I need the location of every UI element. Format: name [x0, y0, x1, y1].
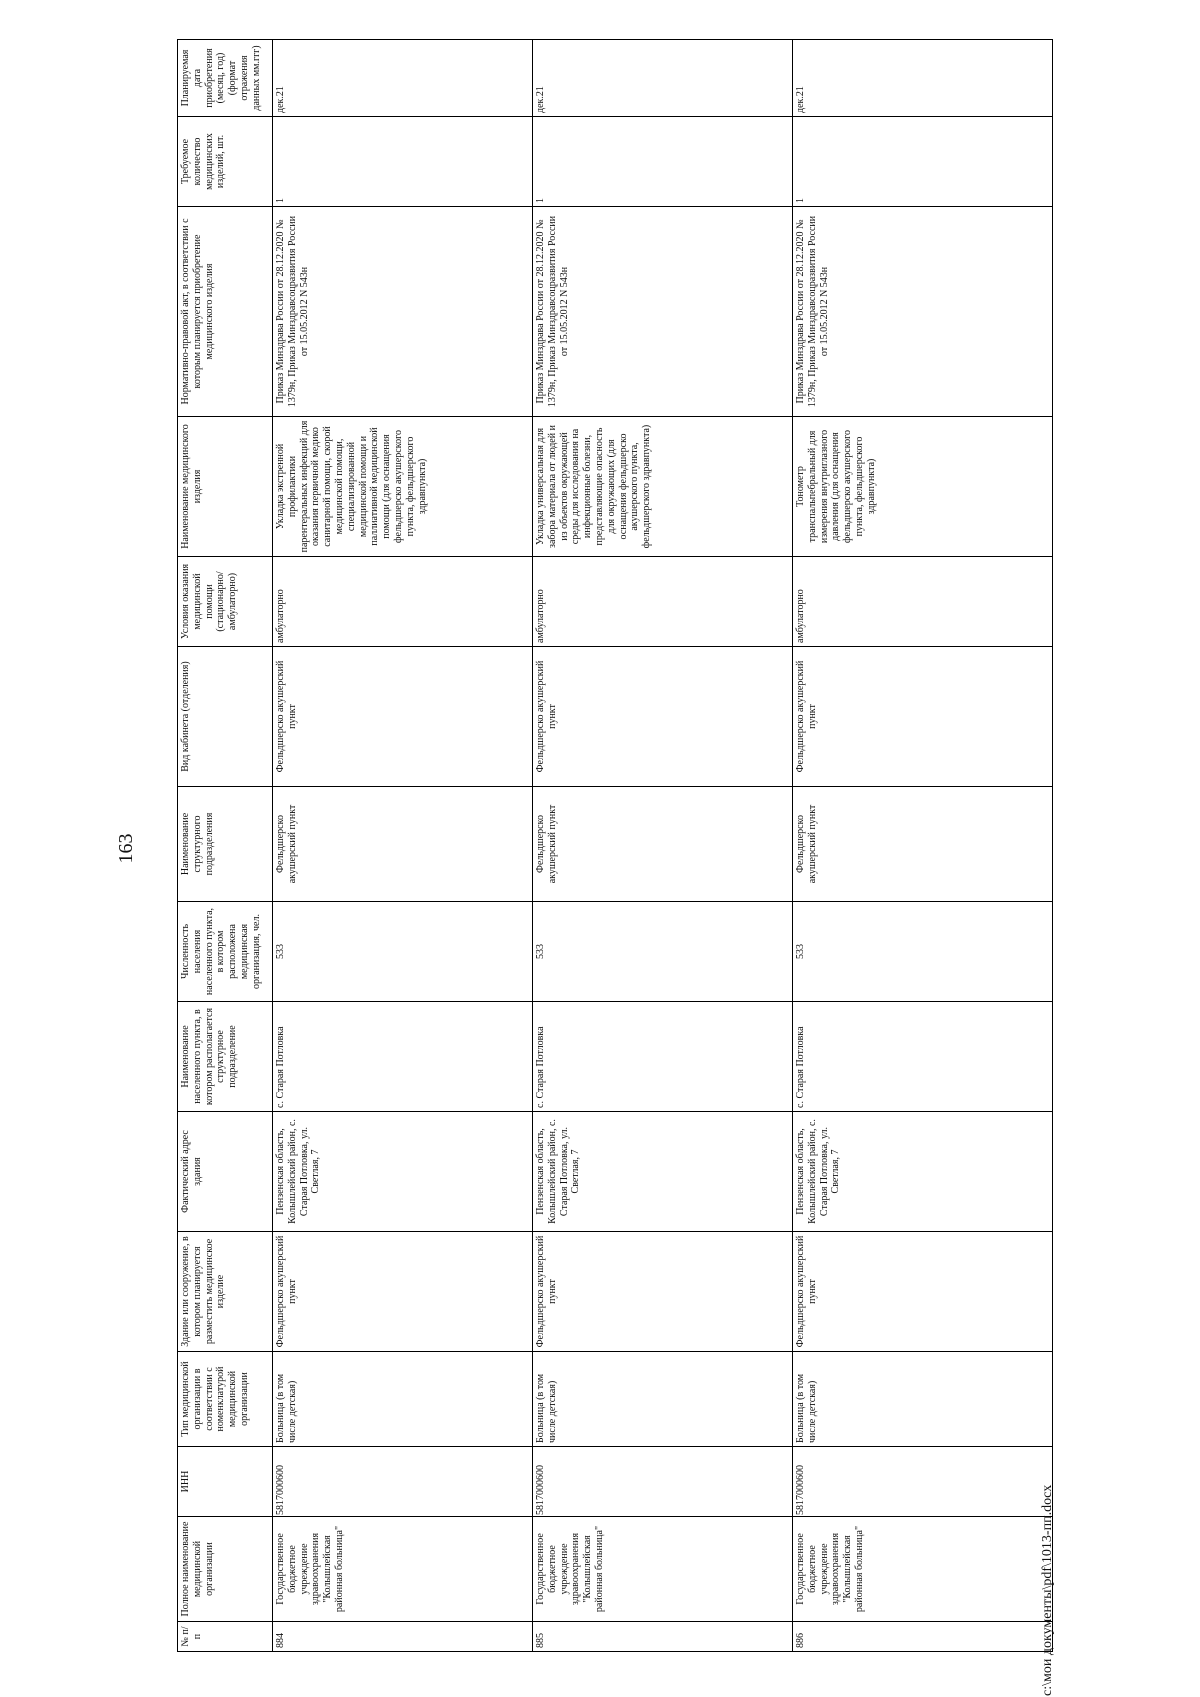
cell-type: Больница (в том числе детская) [273, 1352, 533, 1447]
cell-inn: 5817000600 [273, 1447, 533, 1517]
cell-act: Приказ Минздрава России от 28.12.2020 № 1379н, Приказ Минздравсоцразвития России от 15.05.2012 N 543н [793, 207, 1053, 417]
cell-act: Приказ Минздрава России от 28.12.2020 № 1379н, Приказ Минздравсоцразвития России от 15.05.2012 N 543н [533, 207, 793, 417]
cell-population: 533 [793, 902, 1053, 1002]
column-header-act: Нормативно-правовой акт, в соответствии с которым планируется приобретение медицинского изделия [178, 207, 273, 417]
column-header-unit: Наименование структурного подразделения [178, 787, 273, 902]
cell-device: Укладка универсальная для забора материала от людей и из объектов окружающей среды для исследования на инфекционные болезни, представляющие опасность для окружающих (для оснащения фельдшерско акушерского пункта, фельдшерского здравпункта) [533, 417, 793, 557]
cell-address: Пензенская область, Колышлейский район, с. Старая Потловка, ул. Светлая, 7 [793, 1112, 1053, 1232]
cell-inn: 5817000600 [793, 1447, 1053, 1517]
cell-cabinet: Фельдшерско акушерский пункт [273, 647, 533, 787]
cell-device: Тонометр транспальпебральный для измерения внутриглазного давления (для оснащения фельдшерско акушерского пункта, фельдшерского здравпункта) [793, 417, 1053, 557]
cell-address: Пензенская область, Колышлейский район, с. Старая Потловка, ул. Светлая, 7 [533, 1112, 793, 1232]
table-header-row [178, 40, 273, 1652]
cell-address: Пензенская область, Колышлейский район, с. Старая Потловка, ул. Светлая, 7 [273, 1112, 533, 1232]
cell-org: Государственное бюджетное учреждение здравоохранения "Колышлейская районная больница" [793, 1517, 1053, 1622]
cell-conditions: амбулаторно [273, 557, 533, 647]
column-header-num: № п/п [178, 1622, 273, 1652]
cell-conditions: амбулаторно [793, 557, 1053, 647]
cell-population: 533 [273, 902, 533, 1002]
cell-date: дек.21 [533, 40, 793, 117]
cell-org: Государственное бюджетное учреждение здравоохранения "Колышлейская районная больница" [533, 1517, 793, 1622]
column-header-type: Тип медицинской организации в соответствии с номенклатурой медицинской организации [178, 1352, 273, 1447]
cell-unit: Фельдшерско акушерский пункт [533, 787, 793, 902]
cell-unit: Фельдшерско акушерский пункт [793, 787, 1053, 902]
table-row [533, 40, 793, 1652]
page-number: 163 [115, 833, 137, 864]
column-header-date: Планируемая дата приобретения (месяц, год) (формат отражения данных мм.ггг) [178, 40, 273, 117]
cell-settlement: с. Старая Потловка [793, 1002, 1053, 1112]
cell-device: Укладка экстренной профилактики парентеральных инфекций для оказания первичной медико санитарной помощи, скорой медицинской помощи, специализированной медицинской помощи и паллиативной медицинской помощи (для оснащения фельдшерско акушерского пункта, фельдшерского здравпункта) [273, 417, 533, 557]
cell-inn: 5817000600 [533, 1447, 793, 1517]
column-header-cabinet: Вид кабинета (отделения) [178, 647, 273, 787]
cell-act: Приказ Минздрава России от 28.12.2020 № 1379н, Приказ Минздравсоцразвития России от 15.05.2012 N 543н [273, 207, 533, 417]
cell-qty: 1 [533, 117, 793, 207]
cell-type: Больница (в том числе детская) [533, 1352, 793, 1447]
table-row [273, 40, 533, 1652]
cell-settlement: с. Старая Потловка [273, 1002, 533, 1112]
cell-building: Фельдшерско акушерский пункт [273, 1232, 533, 1352]
cell-settlement: с. Старая Потловка [533, 1002, 793, 1112]
footer-file-path: c:\мои документы\pdf\1013-пп.docx [1040, 1484, 1055, 1696]
cell-building: Фельдшерско акушерский пункт [533, 1232, 793, 1352]
cell-cabinet: Фельдшерско акушерский пункт [793, 647, 1053, 787]
cell-unit: Фельдшерско акушерский пункт [273, 787, 533, 902]
cell-type: Больница (в том числе детская) [793, 1352, 1053, 1447]
cell-org: Государственное бюджетное учреждение здравоохранения "Колышлейская районная больница" [273, 1517, 533, 1622]
column-header-device: Наименование медицинского изделия [178, 417, 273, 557]
cell-cabinet: Фельдшерско акушерский пункт [533, 647, 793, 787]
cell-date: дек.21 [273, 40, 533, 117]
column-header-address: Фактический адрес здания [178, 1112, 273, 1232]
cell-conditions: амбулаторно [533, 557, 793, 647]
cell-date: дек.21 [793, 40, 1053, 117]
column-header-inn: ИНН [178, 1447, 273, 1517]
cell-building: Фельдшерско акушерский пункт [793, 1232, 1053, 1352]
column-header-population: Численность населения населенного пункта, в котором расположена медицинская организация, чел. [178, 902, 273, 1002]
column-header-qty: Требуемое количество медицинских изделий, шт. [178, 117, 273, 207]
cell-qty: 1 [793, 117, 1053, 207]
equipment-table [177, 39, 1053, 1652]
cell-num: 884 [273, 1622, 533, 1652]
cell-population: 533 [533, 902, 793, 1002]
cell-num: 885 [533, 1622, 793, 1652]
column-header-conditions: Условия оказания медицинской помощи (стационарно/ амбулаторно) [178, 557, 273, 647]
table-row [793, 40, 1053, 1652]
column-header-settlement: Наименование населенного пункта, в котором располагается структурное подразделение [178, 1002, 273, 1112]
cell-qty: 1 [273, 117, 533, 207]
column-header-building: Здание или сооружение, в котором планируется разместить медицинское изделие [178, 1232, 273, 1352]
cell-num: 886 [793, 1622, 1053, 1652]
column-header-org: Полное наименование медицинской организации [178, 1517, 273, 1622]
